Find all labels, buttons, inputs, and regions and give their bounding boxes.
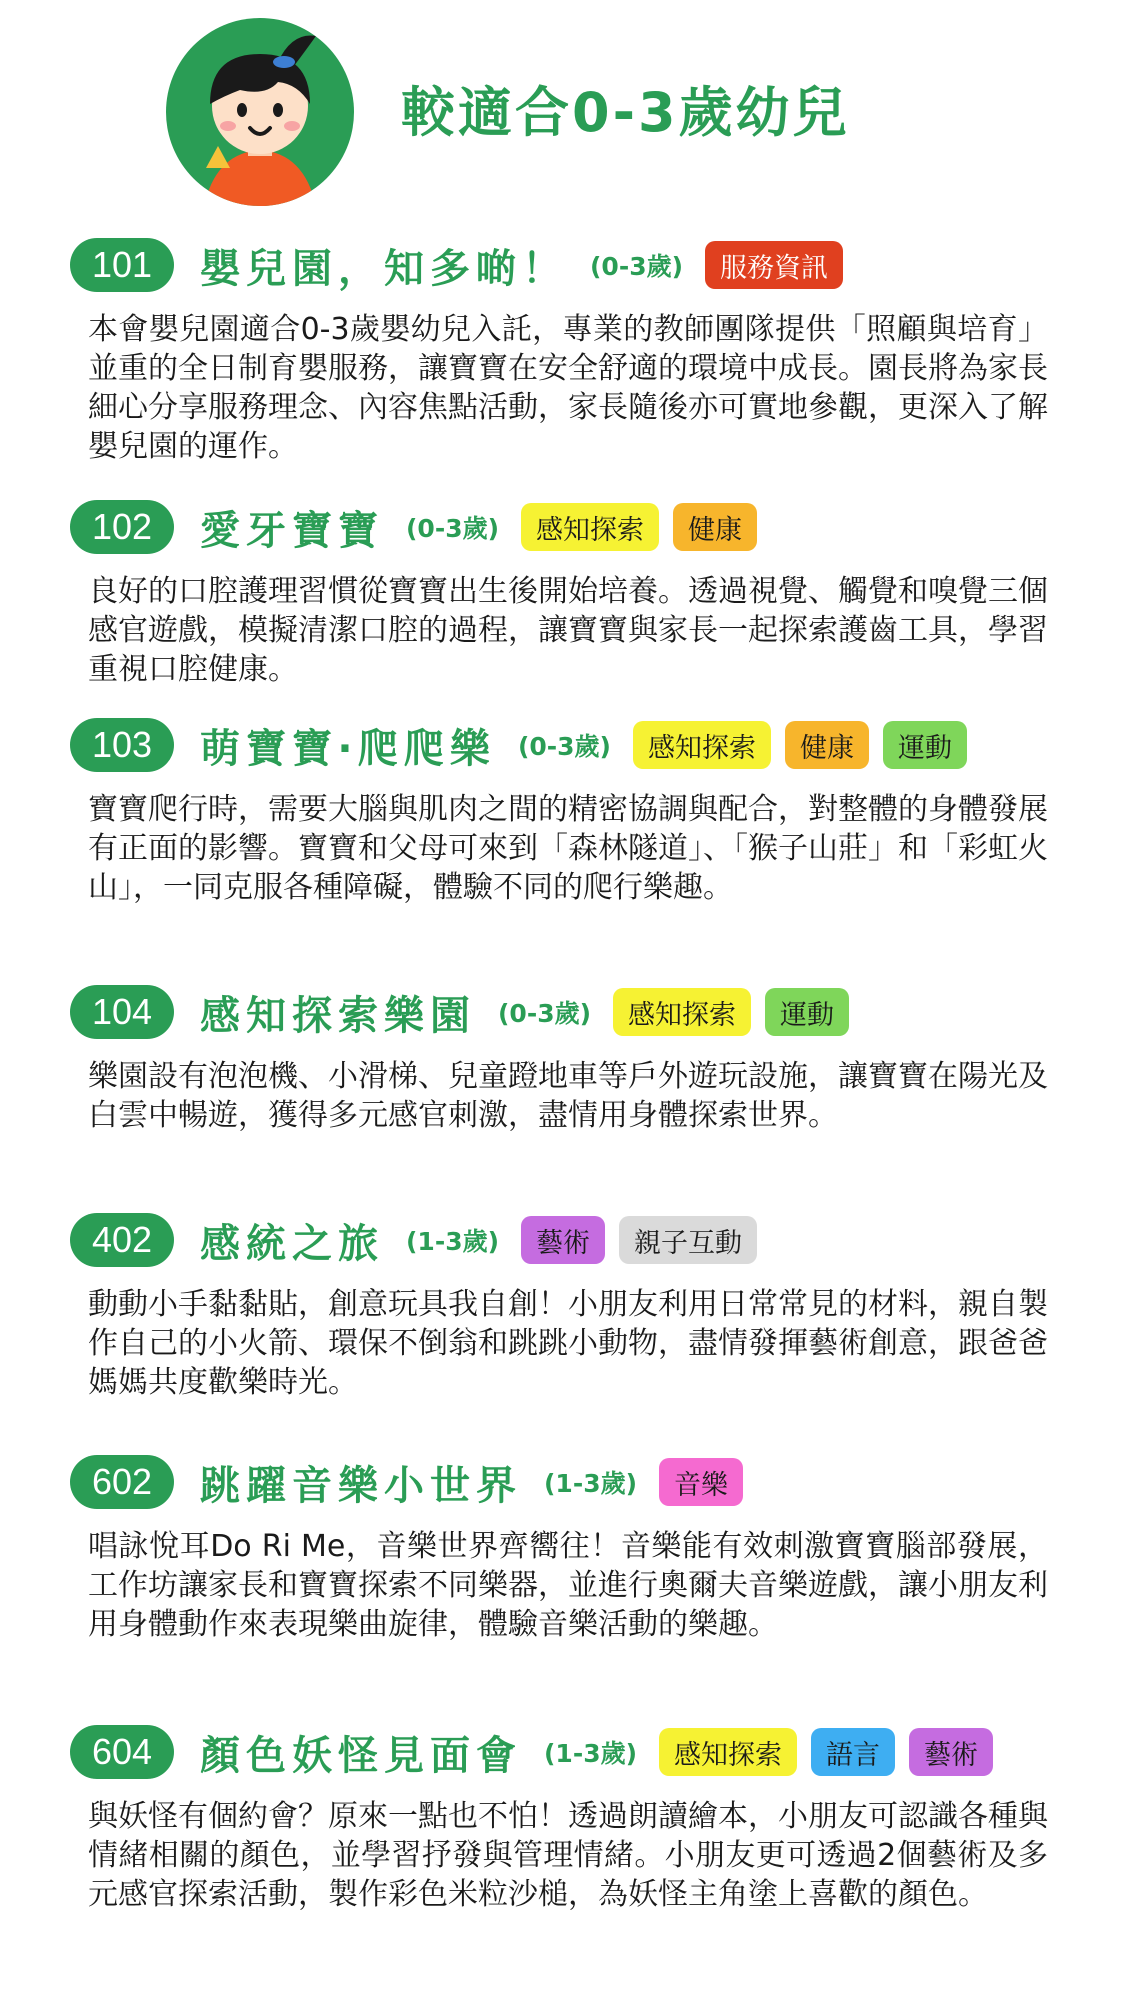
activity-header — [70, 1213, 1110, 1267]
age-range: (0-3歲) — [498, 999, 592, 1028]
category-tag: 運動 — [765, 988, 849, 1036]
category-tag: 親子互動 — [619, 1216, 757, 1264]
age-range: (1-3歲) — [406, 1227, 500, 1256]
age-range: (0-3歲) — [406, 514, 500, 543]
activity-title: 愛牙寶寶 — [200, 507, 384, 554]
activity-title: 跳躍音樂小世界 — [200, 1462, 522, 1509]
activity-code-badge: 104 — [70, 985, 174, 1039]
category-tag: 感知探索 — [521, 503, 659, 551]
activity-title: 感統之旅 — [200, 1220, 384, 1267]
activity-header — [70, 985, 1110, 1039]
category-tags — [633, 721, 981, 769]
activity-section — [70, 718, 1110, 907]
age-range: (0-3歲) — [590, 252, 684, 281]
category-tag: 感知探索 — [659, 1728, 797, 1776]
category-tag: 藝術 — [521, 1216, 605, 1264]
activity-description: 良好的口腔護理習慣從寶寶出生後開始培養。透過視覺、觸覺和嗅覺三個感官遊戲，模擬清潔口腔的過程，讓寶寶與家長一起探索護齒工具，學習重視口腔健康。 — [88, 574, 1048, 687]
activity-section — [70, 500, 1110, 689]
activity-description: 動動小手黏黏貼，創意玩具我自創！小朋友利用日常常見的材料，親自製作自己的小火箭、環保不倒翁和跳跳小動物，盡情發揮藝術創意，跟爸爸媽媽共度歡樂時光。 — [88, 1287, 1048, 1400]
activity-description: 本會嬰兒園適合0-3歲嬰幼兒入託，專業的教師團隊提供「照顧與培育」並重的全日制育嬰服務，讓寶寶在安全舒適的環境中成長。園長將為家長細心分享服務理念、內容焦點活動，家長隨後亦可實地參觀，更深入了解嬰兒園的運作。 — [88, 312, 1048, 464]
category-tag: 感知探索 — [633, 721, 771, 769]
activity-code-badge: 101 — [70, 238, 174, 292]
category-tag: 服務資訊 — [705, 241, 843, 289]
category-tags — [521, 1216, 771, 1264]
category-tag: 語言 — [811, 1728, 895, 1776]
activity-code-badge: 103 — [70, 718, 174, 772]
category-tag: 健康 — [673, 503, 757, 551]
activity-header — [70, 238, 1110, 292]
activity-section — [70, 238, 1110, 466]
activity-description: 與妖怪有個約會？原來一點也不怕！透過朗讀繪本，小朋友可認識各種與情緒相關的顏色，並學習抒發與管理情緒。小朋友更可透過2個藝術及多元感官探索活動，製作彩色米粒沙槌，為妖怪主角塗上喜歡的顏色。 — [88, 1799, 1048, 1912]
activity-title: 嬰兒園，知多啲！ — [200, 245, 568, 292]
category-tag: 藝術 — [909, 1728, 993, 1776]
header — [166, 18, 1066, 218]
activity-header — [70, 500, 1110, 554]
activity-code-badge: 402 — [70, 1213, 174, 1267]
category-tag: 音樂 — [659, 1458, 743, 1506]
activity-description: 唱詠悅耳Do Ri Me，音樂世界齊嚮往！音樂能有效刺激寶寶腦部發展，工作坊讓家長和寶寶探索不同樂器，並進行奧爾夫音樂遊戲，讓小朋友利用身體動作來表現樂曲旋律，體驗音樂活動的樂趣。 — [88, 1529, 1048, 1642]
age-range: (1-3歲) — [544, 1469, 638, 1498]
activity-section — [70, 1213, 1110, 1402]
age-range: (1-3歲) — [544, 1739, 638, 1768]
activity-section — [70, 1455, 1110, 1644]
category-tags — [613, 988, 863, 1036]
activity-header — [70, 1725, 1110, 1779]
age-range: (0-3歲) — [517, 732, 611, 761]
category-tag: 運動 — [883, 721, 967, 769]
category-tags — [659, 1458, 757, 1506]
activity-header — [70, 718, 1110, 772]
activity-section — [70, 985, 1110, 1135]
category-tags — [705, 241, 857, 289]
category-tag: 感知探索 — [613, 988, 751, 1036]
activity-title: 萌寶寶‧爬爬樂 — [200, 725, 496, 772]
child-illustration-icon — [166, 18, 354, 206]
category-tag: 健康 — [785, 721, 869, 769]
activity-description: 樂園設有泡泡機、小滑梯、兒童蹬地車等戶外遊玩設施，讓寶寶在陽光及白雲中暢遊，獲得多元感官刺激，盡情用身體探索世界。 — [88, 1059, 1048, 1133]
activity-code-badge: 602 — [70, 1455, 174, 1509]
activity-code-badge: 102 — [70, 500, 174, 554]
category-tags — [659, 1728, 1007, 1776]
activity-title: 顏色妖怪見面會 — [200, 1732, 522, 1779]
page-title: 較適合0-3歲幼兒 — [401, 81, 850, 144]
activity-title: 感知探索樂園 — [200, 992, 476, 1039]
child-avatar — [166, 18, 354, 206]
activity-section — [70, 1725, 1110, 1914]
category-tags — [521, 503, 771, 551]
activity-code-badge: 604 — [70, 1725, 174, 1779]
activity-description: 寶寶爬行時，需要大腦與肌肉之間的精密協調與配合，對整體的身體發展有正面的影響。寶寶和父母可來到「森林隧道」、「猴子山莊」和「彩虹火山」，一同克服各種障礙，體驗不同的爬行樂趣。 — [88, 792, 1048, 905]
activity-header — [70, 1455, 1110, 1509]
